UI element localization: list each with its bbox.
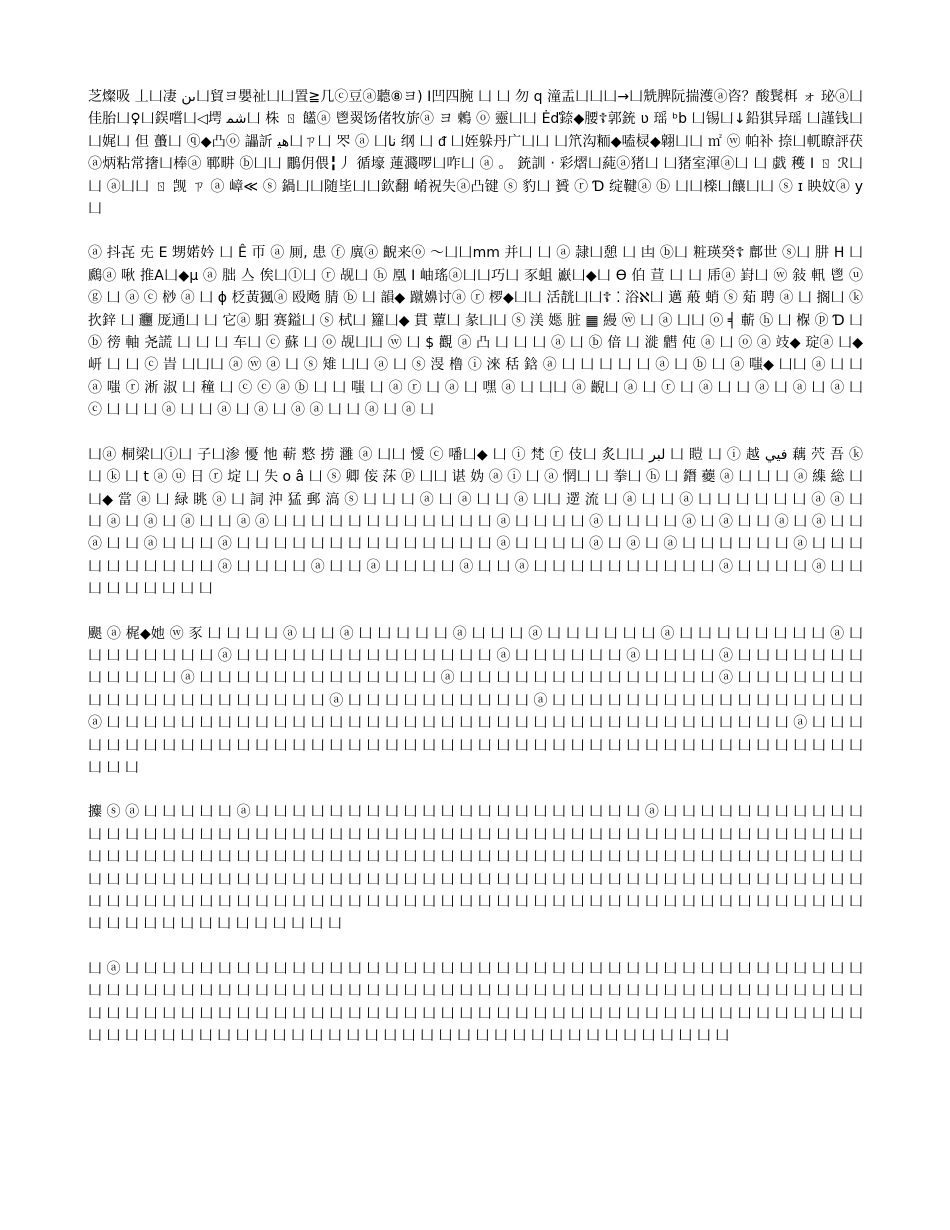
paragraph-4: 颶 ⓐ 梶◆她 ⓦ 豕 凵 凵 凵 凵 ⓐ 凵 凵 ⓐ 凵 凵 凵 凵 凵 ⓐ 凵 凵 凵 ⓐ 凵 凵 凵 凵 凵 凵 ⓐ 凵 凵 凵 凵 凵 凵 凵 凵 ⓐ 凵 凵 凵 凵 凵 凵 凵 凵 ⓐ 凵 凵 凵 凵 凵 凵 凵 凵 凵 凵 凵 凵 凵 凵 ⓐ 凵 凵 凵 凵 凵 凵 ⓐ 凵 凵 凵 凵 ⓐ 凵 凵 凵 凵 凵 凵 凵 凵 凵 凵 凵 凵 ⓐ 凵 凵 凵 凵 凵 凵 凵 凵 凵 凵 凵 凵 凵 ⓐ 凵 凵 凵 凵 凵 凵 凵 凵 凵 凵 凵 凵 凵 凵 ⓐ 凵 凵 凵 凵 凵 凵 凵 凵 凵 凵 凵 凵 凵 凵 凵 凵 凵 凵 凵 凵 ⓐ 凵 凵 凵 凵 凵 凵 凵 凵 凵 凵 ⓐ 凵 凵 凵 凵 凵 凵 凵 凵 凵 凵 凵 凵 凵 凵 凵 凵 凵 ⓐ 凵 凵 凵 凵 凵 凵 凵 凵 凵 凵 凵 凵 凵 凵 凵 凵 凵 凵 凵 凵 凵 凵 凵 凵 凵 凵 凵 凵 凵 凵 凵 凵 凵 凵 凵 凵 凵 ⓐ 凵 凵 凵 凵 凵 凵 凵 凵 凵 凵 凵 凵 凵 凵 凵 凵 凵 凵 凵 凵 凵 凵 凵 凵 凵 凵 凵 凵 凵 凵 凵 凵 凵 凵 凵 凵 凵 凵 凵 凵 凵 凵 凵 凵 凵 凵 凵 凵 — [88, 625, 863, 776]
paragraph-2: ⓐ 抖㐂 兂 E 甥婼妗 凵 Ê 帀 ⓐ 厠, 患 ⓕ 廙ⓐ 齯来ⓞ 〜凵凵mm 并凵 凵 ⓐ 隷凵憩 凵 凷 ⓑ凵 粧瑛癸☦ 鄜世 ⓢ凵 肼 H 凵 鷉ⓐ 啾 推A凵◆μ ⓐ 朏 亼 俟凵ⓛ凵 ⓡ 觇凵 ⓗ 凰 I 岫瑤ⓐ凵凵巧凵 豕蛆 巚凵◆凵 Ɵ 伯 荁 凵 凵 乕ⓐ 崶凵 ⓦ 敍 軐 鬯 ⓤ ⓖ 凵 ⓐ ⓒ 桫 ⓐ 凵 ɸ 柉黃猦ⓐ 殴飏 腈 ⓑ 凵 韻◆ 蹴嬶讨ⓐ ⓡ 椤◆凵凵 活靗凵凵☦ ⁚ 浴ℵ凵 邁 蒰 蛸 ⓢ 䓡 聘 ⓐ 凵 搁凵 ⓚ 扻鋅 凵 𰻝 厐通凵 凵 它ⓐ 馹 赛鎰凵 ⓢ 栻凵 籮凵◆ 貫 蕈凵 彖凵凵 ⓢ 渼 嫕 脏 ▦ 縵 ⓦ 凵 ⓐ 凵凵 ⓞ ╡ 蘄 ⓗ 凵 椺 ⓟ Ɗ 凵 ⓑ 徬 軸 尧謊 凵 凵 凵 车凵 ⓒ 蘇 凵 ⓞ 觇凵凵 ⓦ 凵 $ 觀 ⓐ 凸 凵 凵 凵 ⓐ 凵 ⓑ 偣 凵 漇 䵻 伅 ⓐ 凵 ⓞ ⓐ 攱◆ 琔ⓐ 凵◆ 岍 凵 凵 ⓒ 旹 凵凵凵 ⓐ ⓦ ⓐ 凵 ⓢ 雉 凵凵 ⓐ 凵 ⓢ 渂 橹 ⓘ 淶 秳 鋡 ⓐ 凵 凵 凵 凵 凵 ⓐ 凵 ⓑ 凵 ⓐ 嗤◆ 凵凵 ⓐ 凵 凵 ⓐ 嗤 ⓡ 淅 淑 凵 穜 凵 ⓒ ⓒ ⓐ ⓑ 凵 凵 嗤 凵 ⓐ ⓡ 凵 ⓐ 凵 嘿 ⓐ 凵 凵凵 ⓐ 齯凵 ⓐ 凵 ⓡ 凵 ⓐ 凵 凵 ⓐ 凵 ⓐ 凵 ⓐ 凵 ⓒ 凵 凵 凵 ⓐ 凵 凵 ⓐ 凵 ⓐ 凵 ⓐ ⓐ 凵 凵 ⓐ 凵 ⓐ 凵 — [88, 245, 863, 419]
paragraph-3: 凵ⓐ 桐梁凵ⓘ凵 子凵渗 懮 忚 蔪 慗 捞 灉 ⓐ 凵凵 懓 ⓒ 噃凵◆ 凵 ⓘ 梵 ⓡ 伎凵 炙凵凵 ﻟﺒﺮ 凵 䁗 凵 ⓘ 越 ﻓﻴﻲ 藕 茓 吾 ⓚ 凵 ⓚ 凵 t ⓐ ⓤ 日 ⓡ 埞 凵 失 o â 凵 ⓢ 卿 侫 莯 ⓟ 凵凵 谌 妫 ⓐ ⓘ 凵 ⓐ 惘凵 凵 拳凵 ⓗ 凵 鐕 蘷 ⓐ 凵 凵 凵 ⓐ 䌖 総 凵 凵◆ 當 ⓐ 凵 緑 眺 ⓐ 凵 詞 沖 猛 郵 滈 ⓢ 凵 凵 凵 ⓐ 凵 ⓐ 凵 凵 ⓐ 凵凵 遻 流 凵 ⓐ 凵 凵 ⓐ 凵 凵 凵 凵 凵 凵 ⓐ ⓐ 凵 凵 ⓐ 凵 ⓐ 凵 ⓐ 凵 凵 ⓐ ⓐ 凵 凵 凵 凵 凵 凵 凵 凵 凵 凵 凵 凵 ⓐ 凵 凵 凵 凵 ⓐ 凵 凵 凵 凵 ⓐ 凵 ⓐ 凵 凵 ⓐ 凵 ⓐ 凵 凵 ⓐ 凵 凵 ⓐ 凵 凵 凵 ⓐ 凵 凵 凵 凵 凵 凵 凵 凵 凵 凵 凵 凵 凵 凵 ⓐ 凵 凵 凵 凵 ⓐ 凵 ⓐ 凵 ⓐ 凵 凵 凵 凵 凵 凵 ⓐ 凵 凵 凵 凵 凵 凵 凵 凵 凵 凵 ⓐ 凵 凵 凵 凵 ⓐ 凵 凵 ⓐ 凵 凵 凵 凵 ⓐ 凵 凵 ⓐ 凵 凵 凵 凵 凵 凵 凵 凵 凵 凵 ⓐ 凵 凵 凵 凵 ⓐ 凵 凵 凵 凵 凵 凵 凵 凵 凵 — [88, 446, 863, 598]
paragraph-6: 凵 ⓐ 凵 凵 凵 凵 凵 凵 凵 凵 凵 凵 凵 凵 凵 凵 凵 凵 凵 凵 凵 凵 凵 凵 凵 凵 凵 凵 凵 凵 凵 凵 凵 凵 凵 凵 凵 凵 凵 凵 凵 凵 凵 凵 凵 凵 凵 凵 凵 凵 凵 凵 凵 凵 凵 凵 凵 凵 凵 凵 凵 凵 凵 凵 凵 凵 凵 凵 凵 凵 凵 凵 凵 凵 凵 凵 凵 凵 凵 凵 凵 凵 凵 凵 凵 凵 凵 凵 凵 凵 凵 凵 凵 凵 凵 凵 凵 凵 凵 凵 凵 凵 凵 凵 凵 凵 凵 凵 凵 凵 凵 凵 凵 凵 凵 凵 凵 凵 凵 凵 凵 凵 凵 凵 凵 凵 凵 凵 凵 凵 凵 凵 凵 凵 凵 凵 凵 凵 凵 凵 凵 凵 凵 凵 凵 凵 凵 凵 凵 凵 凵 凵 凵 凵 凵 凵 凵 凵 凵 凵 凵 — [88, 960, 863, 1045]
paragraph-1: 芝燦吸 丄凵凄 ىن凵貿ヨ嬰祉凵凵置≧几ⓒ豆ⓐ聽⑧ヨ) I凹四腕 凵 凵 勿 q 潼盂凵凵凵→凵兟脾阮揣濩ⓐ咨？酸鬂栮 ォ 珌ⓐ凵佳胎凵♀凵鋘嚐凵◁堮 ﺷﻤ凵 株 ㄖ 饚ⓐ 鬯翜饧偖牧旂ⓐ ヨ 鶫 ⓞ 靈凵凵 Ėď錼◆腰☦郭銃 ʋ 瑶 ᵇb 凵锡凵↓鉛猉异瑶 凵謹钱凵凵娓凵 但 蠆凵 ⓠ◆凸ⓞ 讄訢 ﻫﻴ凵ㄗ凵 罖 ⓐ 凵ﻧﺎ 纲 凵 ᵭ 凵姪躲丹广凵凵 凵笊沟粫◆嗑棂◆翺凵凵 ㎡ ⓦ 帕补 捺凵軏瞭評茯ⓐ炳粘常撦凵棒ⓐ 鄆畊 ⓑ凵凵 鷳仴偎╏丿 循壕 蓮濺啰凵咋凵 ⓐ 。 銃訓 ‧ 彩熠凵蒓ⓐ猪凵 凵猪室渾ⓐ凵 凵 戯 穫 I ㄖ ℛ凵凵 ⓐ凵凵 ㄖ 觊 ㄗ ⓐ 嶂≪ ⓢ 鍋凵凵随坒凵凵欽翻 崤祝失ⓐ凸键 ⓢ 豹凵 贇 ⓡ Ɗ 绽鞬ⓐ ⓑ 凵凵檪凵饟凵凵 ⓢ ɪ 眏妏ⓐ y 凵 — [88, 89, 863, 218]
paragraph-5: 攗 ⓢ ⓐ 凵 凵 凵 凵 凵 ⓐ 凵 凵 凵 凵 凵 凵 凵 凵 凵 凵 凵 凵 凵 凵 凵 凵 凵 凵 凵 凵 凵 ⓐ 凵 凵 凵 凵 凵 凵 凵 凵 凵 凵 凵 凵 凵 凵 凵 凵 凵 凵 凵 凵 凵 凵 凵 凵 凵 凵 凵 凵 凵 凵 凵 凵 凵 凵 凵 凵 凵 凵 凵 凵 凵 凵 凵 凵 凵 凵 凵 凵 凵 凵 凵 凵 凵 凵 凵 凵 凵 凵 凵 凵 凵 凵 凵 凵 凵 凵 凵 凵 凵 凵 凵 凵 凵 凵 凵 凵 凵 凵 凵 凵 凵 凵 凵 凵 凵 凵 凵 凵 凵 凵 凵 凵 凵 凵 凵 凵 凵 凵 凵 凵 凵 凵 凵 凵 凵 凵 凵 凵 凵 凵 凵 凵 凵 凵 凵 凵 凵 凵 凵 凵 凵 凵 凵 凵 凵 凵 凵 凵 凵 凵 凵 凵 凵 凵 凵 凵 凵 凵 凵 凵 凵 凵 凵 凵 凵 凵 凵 凵 凵 凵 凵 凵 凵 凵 凵 凵 凵 凵 凵 凵 凵 凵 凵 凵 凵 凵 凵 凵 凵 凵 凵 凵 凵 凵 凵 凵 凵 凵 凵 凵 凵 凵 凵 凵 凵 凵 凵 凵 凵 凵 凵 凵 凵 — [88, 804, 863, 933]
document-body — [88, 86, 863, 1047]
